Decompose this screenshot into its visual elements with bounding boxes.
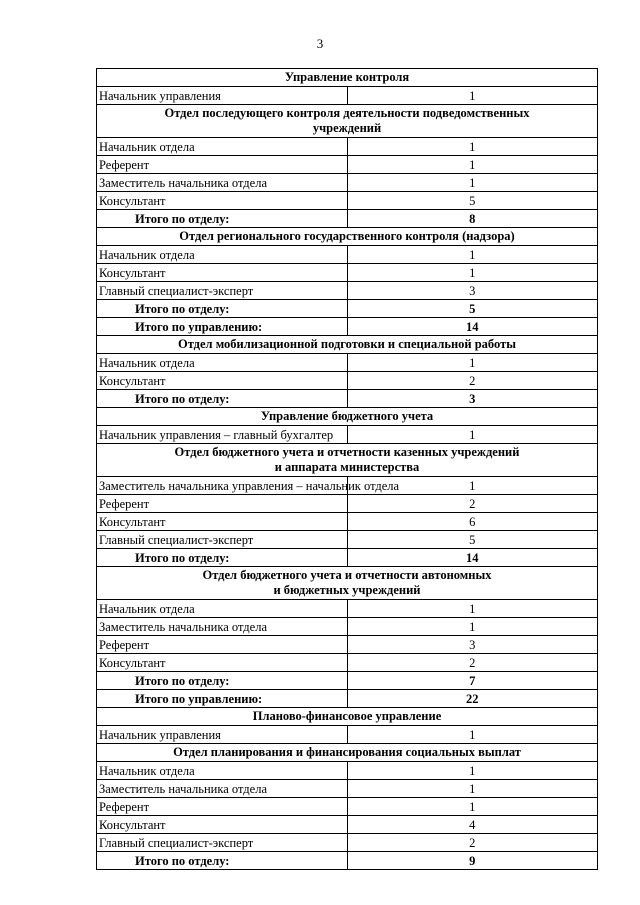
position-name: Консультант [97,372,348,390]
section-title [97,744,598,762]
position-count: 2 [347,654,598,672]
position-row [97,282,598,300]
position-row [97,600,598,618]
position-row [97,87,598,105]
position-name: Начальник отдела [97,762,348,780]
position-count: 1 [347,354,598,372]
total-label: Итого по отделу: [97,210,348,228]
position-name: Референт [97,495,348,513]
position-count: 5 [347,531,598,549]
staffing-table [96,68,598,870]
total-row [97,852,598,870]
total-label: Итого по отделу: [97,852,348,870]
total-count: 3 [347,390,598,408]
position-row [97,834,598,852]
position-row [97,174,598,192]
total-row [97,300,598,318]
section-title-line: Отдел регионального государственного контроля (надзора) [179,229,515,243]
section-title-line: Отдел бюджетного учета и отчетности автономных [202,568,492,582]
position-name: Референт [97,798,348,816]
position-row [97,477,598,495]
section-header-row [97,336,598,354]
position-name: Консультант [97,192,348,210]
section-title [97,69,598,87]
position-count: 1 [347,798,598,816]
section-header-row [97,567,598,600]
position-count: 1 [347,426,598,444]
section-title-line: и аппарата министерства [274,460,420,474]
total-label: Итого по управлению: [97,690,348,708]
position-row [97,798,598,816]
total-row [97,318,598,336]
section-title [97,444,598,477]
total-count: 9 [347,852,598,870]
position-name: Заместитель начальника отдела [97,174,348,192]
section-title-line: Отдел планирования и финансирования социальных выплат [173,745,521,759]
position-count: 1 [347,87,598,105]
position-row [97,762,598,780]
total-row [97,210,598,228]
position-row [97,654,598,672]
total-count: 22 [347,690,598,708]
position-row [97,246,598,264]
section-title-line: Управление контроля [284,70,410,84]
section-header-row [97,105,598,138]
total-count: 14 [347,318,598,336]
total-label: Итого по отделу: [97,390,348,408]
position-count: 1 [347,618,598,636]
total-label: Итого по управлению: [97,318,348,336]
position-count: 1 [347,264,598,282]
section-header-row [97,708,598,726]
position-count: 1 [347,174,598,192]
section-header-row [97,408,598,426]
position-count: 1 [347,477,598,495]
position-row [97,354,598,372]
position-row [97,531,598,549]
section-title [97,408,598,426]
position-count: 2 [347,834,598,852]
section-title [97,228,598,246]
section-title-line: Планово-финансовое управление [252,709,442,723]
position-row [97,192,598,210]
total-label: Итого по отделу: [97,300,348,318]
position-count: 1 [347,762,598,780]
position-count: 4 [347,816,598,834]
position-name: Референт [97,636,348,654]
section-title [97,336,598,354]
position-name: Консультант [97,654,348,672]
section-title [97,708,598,726]
position-count: 2 [347,495,598,513]
total-row [97,690,598,708]
position-row [97,372,598,390]
position-name: Начальник отдела [97,600,348,618]
section-header-row [97,69,598,87]
total-row [97,390,598,408]
position-name: Референт [97,156,348,174]
position-row [97,726,598,744]
section-header-row [97,444,598,477]
section-header-row [97,744,598,762]
position-count: 5 [347,192,598,210]
section-title-line: и бюджетных учреждений [273,583,421,597]
total-count: 5 [347,300,598,318]
total-row [97,672,598,690]
total-count: 7 [347,672,598,690]
section-title-line: учреждений [312,121,382,135]
position-name: Заместитель начальника отдела [97,618,348,636]
position-name: Консультант [97,513,348,531]
total-count: 8 [347,210,598,228]
section-title-line: Отдел бюджетного учета и отчетности казенных учреждений [174,445,520,459]
total-count: 14 [347,549,598,567]
position-row [97,513,598,531]
position-name: Начальник отдела [97,246,348,264]
position-row [97,156,598,174]
position-name: Начальник управления – главный бухгалтер [97,426,348,444]
position-row [97,618,598,636]
position-count: 1 [347,726,598,744]
position-count: 6 [347,513,598,531]
position-row [97,138,598,156]
total-label: Итого по отделу: [97,672,348,690]
position-row [97,426,598,444]
position-row [97,495,598,513]
position-count: 2 [347,372,598,390]
position-name: Начальник отдела [97,138,348,156]
position-name: Начальник отдела [97,354,348,372]
position-name: Главный специалист-эксперт [97,834,348,852]
section-title [97,567,598,600]
position-name: Консультант [97,816,348,834]
position-count: 3 [347,636,598,654]
section-title [97,105,598,138]
position-count: 1 [347,600,598,618]
position-name: Начальник управления [97,726,348,744]
position-row [97,816,598,834]
position-row [97,636,598,654]
position-name: Заместитель начальника управления – начальник отдела [97,477,348,495]
staffing-table-body [97,69,598,870]
position-row [97,780,598,798]
total-label: Итого по отделу: [97,549,348,567]
page-number: 3 [316,36,324,51]
position-count: 1 [347,246,598,264]
position-count: 1 [347,138,598,156]
position-count: 3 [347,282,598,300]
total-row [97,549,598,567]
position-name: Консультант [97,264,348,282]
position-name: Главный специалист-эксперт [97,531,348,549]
position-count: 1 [347,780,598,798]
position-count: 1 [347,156,598,174]
section-header-row [97,228,598,246]
section-title-line: Отдел мобилизационной подготовки и специальной работы [177,337,516,351]
position-row [97,264,598,282]
position-name: Главный специалист-эксперт [97,282,348,300]
section-title-line: Отдел последующего контроля деятельности подведомственных [164,106,530,120]
position-name: Начальник управления [97,87,348,105]
position-name: Заместитель начальника отдела [97,780,348,798]
section-title-line: Управление бюджетного учета [260,409,434,423]
